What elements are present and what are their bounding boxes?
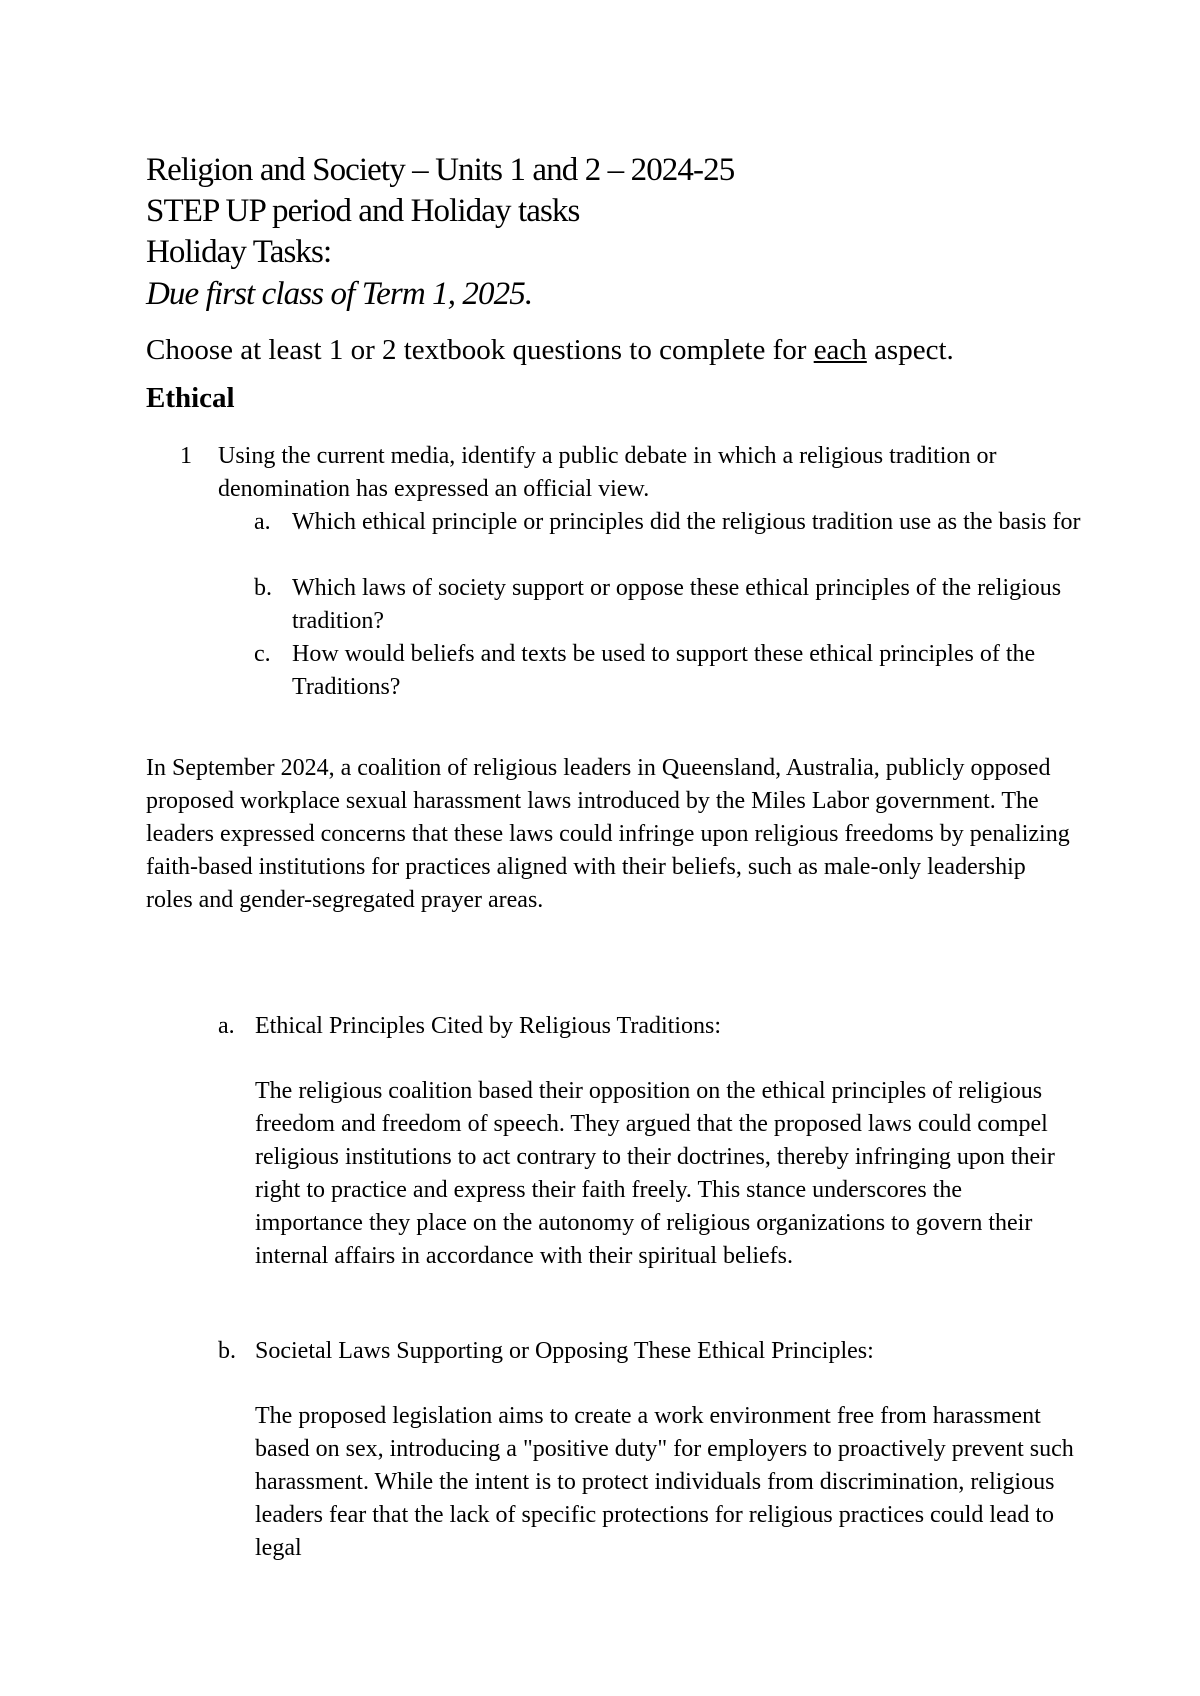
answer-heading: Ethical Principles Cited by Religious Traditions: bbox=[255, 1013, 721, 1039]
answer-paragraph: The religious coalition based their opposition on the ethical principles of religious freedom and freedom of speech. They argued that the proposed laws could compel religious institutions to act contrary to their doctrines, thereby infringing upon their right to practice and express their faith freely. This stance underscores the importance they place on the autonomy of religious organizations to govern their internal affairs in accordance with their spiritual beliefs. bbox=[255, 1078, 1055, 1269]
sub-item-text: Which ethical principle or principles did the religious tradition use as the basis for bbox=[292, 509, 1081, 535]
response-intro-paragraph: In September 2024, a coalition of religious leaders in Queensland, Australia, publicly opposed proposed workplace sexual harassment laws introduced by the Miles Labor government. The leaders expressed concerns that these laws could infringe upon religious freedoms by penalizing faith-based institutions for practices aligned with their beliefs, such as male-only leadership roles and gender-segregated prayer areas. bbox=[146, 755, 1070, 913]
document-subtitle: STEP UP period and Holiday tasks bbox=[146, 193, 580, 229]
instructions-after: aspect. bbox=[866, 334, 954, 366]
sub-item-letter: a. bbox=[254, 509, 271, 535]
document-title: Religion and Society – Units 1 and 2 – 2024-25 bbox=[146, 152, 735, 188]
question-text: Using the current media, identify a public debate in which a religious tradition or denomination has expressed an official view. bbox=[218, 443, 997, 502]
answer-letter: b. bbox=[218, 1338, 236, 1364]
answer-heading: Societal Laws Supporting or Opposing These Ethical Principles: bbox=[255, 1338, 874, 1364]
sub-item-letter: b. bbox=[254, 575, 272, 601]
answer-paragraph: The proposed legislation aims to create a work environment free from harassment based on sex, introducing a "positive duty" for employers to proactively prevent such harassment. While the intent is to protect individuals from discrimination, religious leaders fear that the lack of specific protections for religious practices could lead to legal bbox=[255, 1403, 1074, 1561]
instructions bbox=[146, 332, 954, 368]
holiday-tasks-label: Holiday Tasks: bbox=[146, 234, 332, 270]
answer-letter: a. bbox=[218, 1013, 235, 1039]
instructions-emphasis: each bbox=[813, 334, 867, 366]
sub-item-text: Which laws of society support or oppose these ethical principles of the religious tradition? bbox=[292, 575, 1062, 634]
question-number: 1 bbox=[180, 443, 192, 469]
section-heading-ethical: Ethical bbox=[146, 382, 235, 414]
instructions-before: Choose at least 1 or 2 textbook questions to complete for bbox=[146, 334, 814, 366]
sub-item-letter: c. bbox=[254, 641, 271, 667]
sub-item-text: How would beliefs and texts be used to support these ethical principles of the Traditions? bbox=[292, 641, 1036, 700]
due-date: Due first class of Term 1, 2025. bbox=[146, 276, 533, 312]
